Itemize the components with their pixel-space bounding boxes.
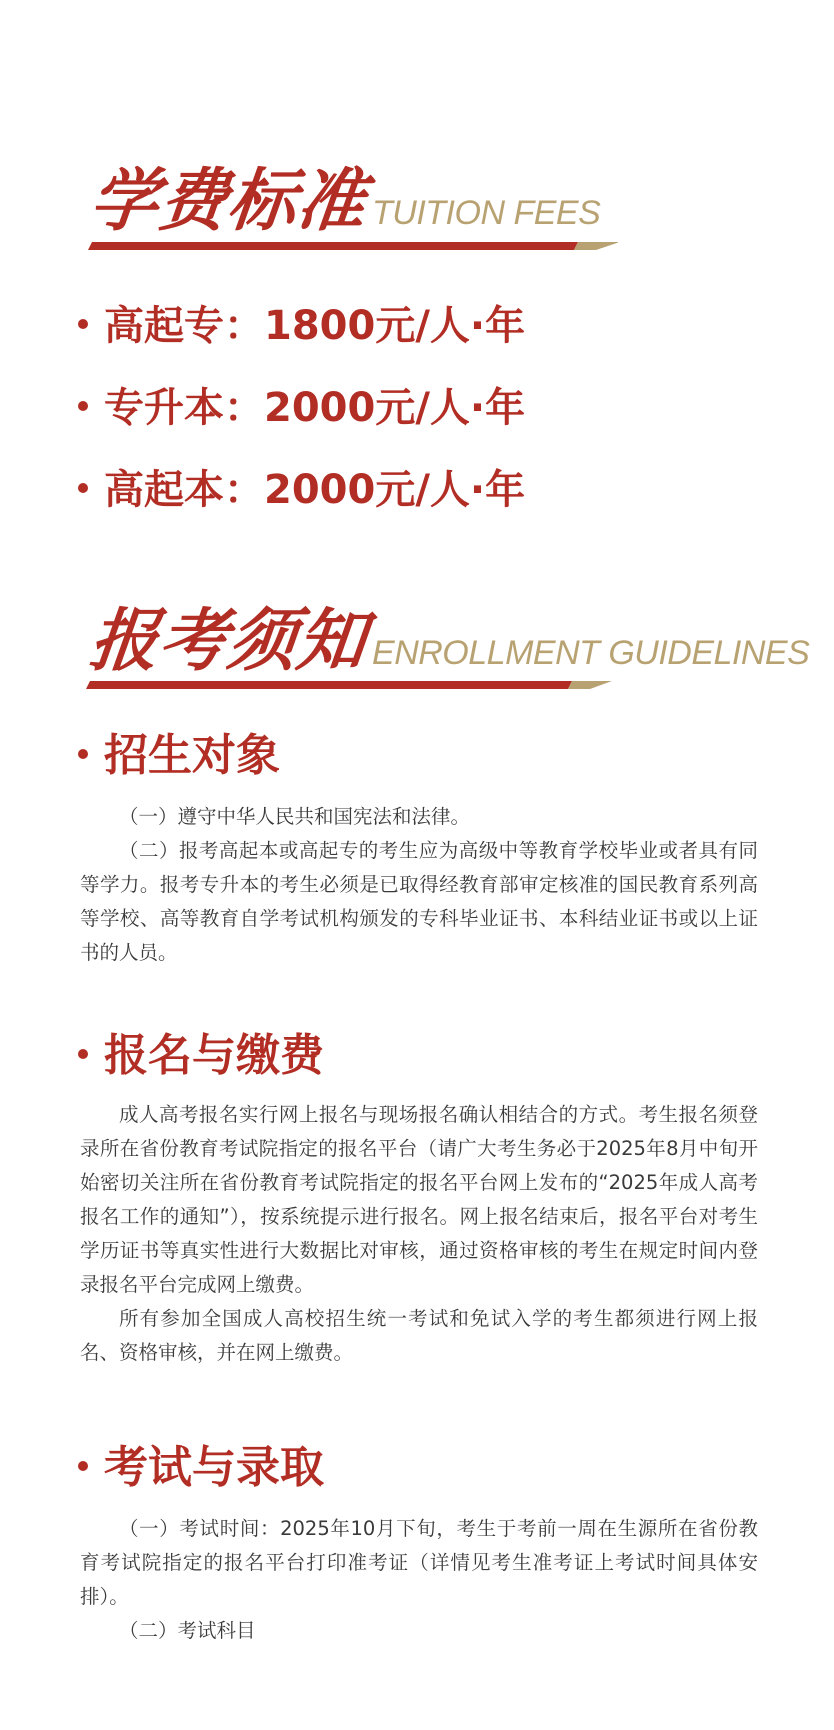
paragraph: 所有参加全国成人高校招生统一考试和免试入学的考生都须进行网上报名、资格审核，并在网上缴费。 <box>80 1307 758 1364</box>
fee-item-gaoqiben <box>78 467 526 513</box>
fee-item-zhuanshengben <box>78 385 526 431</box>
paragraph: 成人高考报名实行网上报名与现场报名确认相结合的方式。考生报名须登录所在省份教育考试院指定的报名平台（请广大考生务必于2025年8月中旬开始密切关注所在省份教育考试院指定的报名平台网上发布的“2025年成人高考报名工作的通知”），按系统提示进行报名。网上报名结束后，报名平台对考生学历证书等真实性进行大数据比对审核，通过资格审核的考生在规定时间内登录报名平台完成网上缴费。 <box>80 1103 758 1296</box>
bullet-icon <box>78 1049 88 1059</box>
eligibility-text <box>80 800 758 970</box>
tuition-title: 学费标准 <box>85 162 371 241</box>
guidelines-subtitle: ENROLLMENT GUIDELINES <box>372 634 810 672</box>
section-heading-text: 报名与缴费 <box>104 1030 324 1081</box>
tuition-header <box>85 162 601 241</box>
exam-text <box>80 1512 758 1648</box>
section-heading-registration <box>78 1030 324 1081</box>
paragraph: （一）遵守中华人民共和国宪法和法律。 <box>119 805 471 828</box>
section-heading-text: 考试与录取 <box>104 1442 324 1493</box>
fee-text: 高起专：1800元/人·年 <box>104 303 526 349</box>
paragraph: （二）报考高起本或高起专的考生应为高级中等教育学校毕业或者具有同等学力。报考专升本的考生必须是已取得经教育部审定核准的国民教育系列高等学校、高等教育自学考试机构颁发的专科毕业证书、本科结业证书或以上证书的人员。 <box>80 839 758 964</box>
bullet-icon <box>78 319 88 329</box>
guidelines-underline <box>86 677 616 691</box>
tuition-underline <box>88 238 618 252</box>
bullet-icon <box>78 483 88 493</box>
bullet-icon <box>78 749 88 759</box>
guidelines-header <box>85 602 810 681</box>
tuition-subtitle: TUITION FEES <box>372 194 601 232</box>
section-heading-exam <box>78 1442 324 1493</box>
section-heading-eligibility <box>78 730 280 781</box>
bullet-icon <box>78 1461 88 1471</box>
section-heading-text: 招生对象 <box>104 730 280 781</box>
paragraph: （一）考试时间：2025年10月下旬，考生于考前一周在生源所在省份教育考试院指定的报名平台打印准考证（详情见考生准考证上考试时间具体安排）。 <box>80 1517 758 1608</box>
guidelines-title: 报考须知 <box>85 602 371 681</box>
bullet-icon <box>78 401 88 411</box>
fee-text: 专升本：2000元/人·年 <box>104 385 526 431</box>
registration-text <box>80 1098 758 1370</box>
fee-item-gaoqizhuan <box>78 303 526 349</box>
paragraph: （二）考试科目 <box>119 1619 256 1642</box>
fee-text: 高起本：2000元/人·年 <box>104 467 526 513</box>
